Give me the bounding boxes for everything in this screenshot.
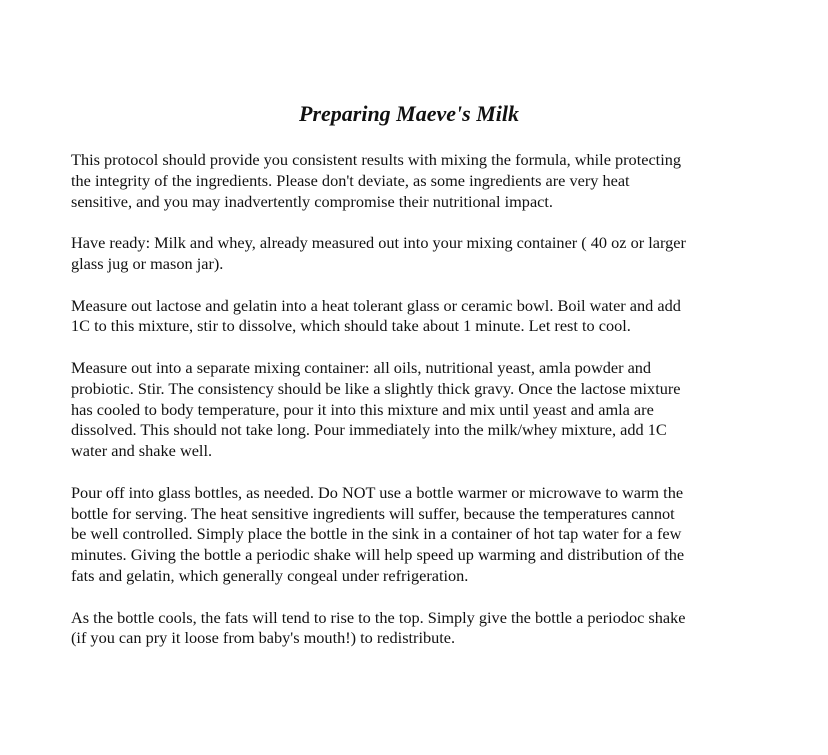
text-line: the integrity of the ingredients. Please don't deviate, as some ingredients are very heat — [71, 170, 630, 190]
text-line: Pour off into glass bottles, as needed. Do NOT use a bottle warmer or microwave to warm the — [71, 482, 684, 502]
text-line: Measure out lactose and gelatin into a heat tolerant glass or ceramic bowl. Boil water and add — [71, 295, 681, 315]
text-line: water and shake well. — [71, 441, 213, 461]
text-line: probiotic. Stir. The consistency should be like a slightly thick gravy. Once the lactose mixture — [71, 378, 681, 398]
paragraph-bottling — [71, 483, 747, 587]
document-body — [71, 100, 747, 670]
text-line: This protocol should provide you consistent results with mixing the formula, while protecting — [71, 150, 682, 169]
text-line: fats and gelatin, which generally congeal under refrigeration. — [71, 565, 469, 585]
text-line: has cooled to body temperature, pour it into this mixture and mix until yeast and amla are — [71, 399, 654, 419]
paragraph-intro — [71, 150, 747, 212]
text-line: be well controlled. Simply place the bottle in the sink in a container of hot tap water for a few — [71, 524, 682, 544]
text-line: minutes. Giving the bottle a periodic shake will help speed up warming and distribution of the — [71, 545, 685, 565]
document-title: Preparing Maeve's Milk — [299, 101, 519, 126]
text-line: 1C to this mixture, stir to dissolve, which should take about 1 minute. Let rest to cool. — [71, 316, 631, 336]
paragraph-have-ready — [71, 233, 747, 275]
text-line: dissolved. This should not take long. Pour immediately into the milk/whey mixture, add 1C — [71, 420, 667, 440]
text-line: As the bottle cools, the fats will tend to rise to the top. Simply give the bottle a periodoc shake — [71, 607, 686, 627]
text-line: glass jug or mason jar). — [71, 253, 224, 273]
paragraph-lactose-gelatin — [71, 296, 747, 338]
text-line: Have ready: Milk and whey, already measured out into your mixing container ( 40 oz or larger — [71, 233, 686, 253]
paragraph-cooling — [71, 608, 747, 650]
text-line: bottle for serving. The heat sensitive ingredients will suffer, because the temperatures cannot — [71, 503, 675, 523]
text-line: sensitive, and you may inadvertently compromise their nutritional impact. — [71, 191, 553, 211]
paragraph-mixing — [71, 358, 747, 462]
text-line: (if you can pry it loose from baby's mouth!) to redistribute. — [71, 628, 456, 648]
text-line: Measure out into a separate mixing container: all oils, nutritional yeast, amla powder and — [71, 357, 652, 377]
